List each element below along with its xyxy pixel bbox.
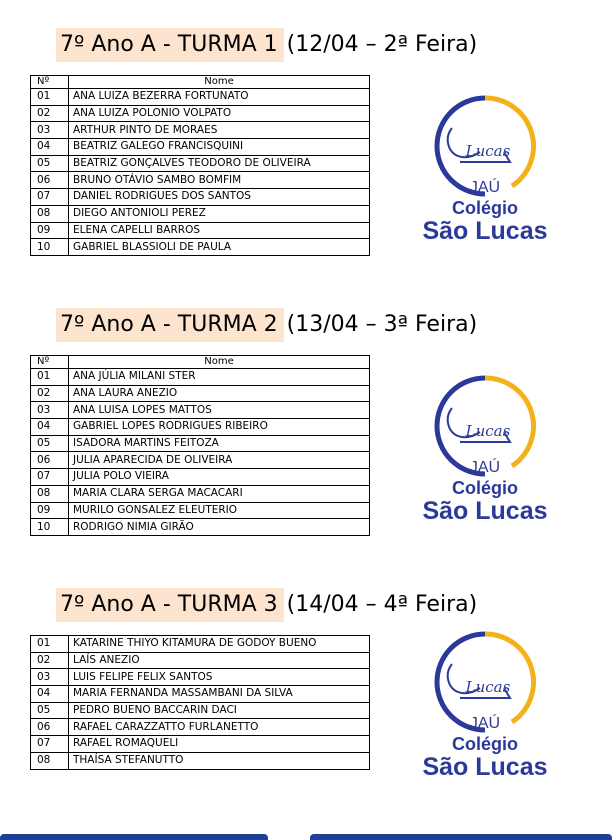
- student-name: ANA LAURA ANEZIO: [69, 385, 370, 402]
- student-number: 05: [31, 702, 69, 719]
- logo-script-text: Lucas: [465, 142, 511, 160]
- turma-1-heading: [56, 28, 477, 62]
- table-row: [31, 469, 370, 486]
- table-row: [31, 669, 370, 686]
- table-row: [31, 686, 370, 703]
- table-row: [31, 105, 370, 122]
- table-row: [31, 519, 370, 536]
- logo-line2: São Lucas: [422, 753, 548, 781]
- logo-city: JAÚ: [469, 179, 501, 196]
- logo-line2: São Lucas: [422, 217, 548, 245]
- turma-3-title: 7º Ano A - TURMA 3: [56, 588, 284, 622]
- column-header-number: Nº: [31, 356, 69, 369]
- turma-3-heading: [56, 588, 477, 622]
- logo-line2: São Lucas: [422, 497, 548, 525]
- student-number: 01: [31, 369, 69, 386]
- table-row: [31, 205, 370, 222]
- student-number: 08: [31, 485, 69, 502]
- student-number: 05: [31, 435, 69, 452]
- turma-2-date: (13/04 – 3ª Feira): [286, 312, 478, 337]
- logo-script-text: Lucas: [465, 422, 511, 440]
- logo-city: JAÚ: [469, 459, 501, 476]
- table-row: [31, 736, 370, 753]
- student-number: 07: [31, 469, 69, 486]
- table-row: [31, 139, 370, 156]
- table-row: [31, 239, 370, 256]
- student-name: ELENA CAPELLI BARROS: [69, 222, 370, 239]
- student-number: 07: [31, 736, 69, 753]
- turma-1-table: [30, 75, 370, 256]
- table-row: [31, 452, 370, 469]
- table-row: [31, 222, 370, 239]
- student-name: MARIA CLARA SERGA MACACARI: [69, 485, 370, 502]
- student-name: LAÍS ANEZIO: [69, 652, 370, 669]
- student-name: ANA JÚLIA MILANI STER: [69, 369, 370, 386]
- column-header-name: Nome: [69, 76, 370, 89]
- table-header-row: [31, 76, 370, 89]
- student-number: 04: [31, 139, 69, 156]
- table-row: [31, 402, 370, 419]
- table-row: [31, 435, 370, 452]
- student-number: 04: [31, 686, 69, 703]
- student-number: 09: [31, 502, 69, 519]
- student-number: 02: [31, 105, 69, 122]
- turma-2-table: [30, 355, 370, 536]
- school-logo: [400, 622, 570, 782]
- table-row: [31, 419, 370, 436]
- logo-line1: Colégio: [452, 478, 518, 498]
- table-row: [31, 485, 370, 502]
- table-row: [31, 122, 370, 139]
- student-name: ANA LUIZA POLONIO VOLPATO: [69, 105, 370, 122]
- student-name: BEATRIZ GALEGO FRANCISQUINI: [69, 139, 370, 156]
- student-number: 09: [31, 222, 69, 239]
- student-name: JULIA APARECIDA DE OLIVEIRA: [69, 452, 370, 469]
- table-row: [31, 652, 370, 669]
- student-number: 03: [31, 402, 69, 419]
- student-name: MARIA FERNANDA MASSAMBANI DA SILVA: [69, 686, 370, 703]
- student-name: RAFAEL ROMAQUELI: [69, 736, 370, 753]
- student-number: 06: [31, 452, 69, 469]
- table-row: [31, 172, 370, 189]
- student-name: ANA LUIZA BEZERRA FORTUNATO: [69, 89, 370, 106]
- student-name: GABRIEL BLASSIOLI DE PAULA: [69, 239, 370, 256]
- turma-1-title: 7º Ano A - TURMA 1: [56, 28, 284, 62]
- student-number: 10: [31, 239, 69, 256]
- student-name: ANA LUISA LOPES MATTOS: [69, 402, 370, 419]
- student-number: 01: [31, 636, 69, 653]
- student-number: 08: [31, 752, 69, 769]
- table-row: [31, 369, 370, 386]
- student-number: 10: [31, 519, 69, 536]
- student-name: DIEGO ANTONIOLI PEREZ: [69, 205, 370, 222]
- logo-line1: Colégio: [452, 198, 518, 218]
- student-number: 08: [31, 205, 69, 222]
- turma-3-date: (14/04 – 4ª Feira): [286, 592, 478, 617]
- student-number: 05: [31, 155, 69, 172]
- student-name: ISADORA MARTINS FEITOZA: [69, 435, 370, 452]
- table-row: [31, 155, 370, 172]
- school-logo: [400, 366, 570, 526]
- logo-city: JAÚ: [469, 715, 501, 732]
- logo-script-text: Lucas: [465, 678, 511, 696]
- student-name: LUIS FELIPE FELIX SANTOS: [69, 669, 370, 686]
- turma-2-heading: [56, 308, 477, 342]
- footer-bar-left: [0, 834, 268, 840]
- turma-3-table: [30, 635, 370, 770]
- student-name: ARTHUR PINTO DE MORAES: [69, 122, 370, 139]
- table-row: [31, 502, 370, 519]
- table-header-row: [31, 356, 370, 369]
- student-number: 06: [31, 719, 69, 736]
- student-number: 01: [31, 89, 69, 106]
- student-number: 06: [31, 172, 69, 189]
- table-row: [31, 752, 370, 769]
- school-logo: [400, 86, 570, 246]
- table-row: [31, 385, 370, 402]
- turma-1-date: (12/04 – 2ª Feira): [286, 32, 478, 57]
- student-name: BEATRIZ GONÇALVES TEODORO DE OLIVEIRA: [69, 155, 370, 172]
- turma-2-title: 7º Ano A - TURMA 2: [56, 308, 284, 342]
- student-name: MURILO GONSALEZ ELEUTERIO: [69, 502, 370, 519]
- student-name: DANIEL RODRIGUES DOS SANTOS: [69, 189, 370, 206]
- logo-line1: Colégio: [452, 734, 518, 754]
- student-name: BRUNO OTÁVIO SAMBO BOMFIM: [69, 172, 370, 189]
- student-number: 02: [31, 385, 69, 402]
- student-name: GABRIEL LOPES RODRIGUES RIBEIRO: [69, 419, 370, 436]
- footer-bar-right: [310, 834, 612, 840]
- table-row: [31, 189, 370, 206]
- student-number: 04: [31, 419, 69, 436]
- student-number: 07: [31, 189, 69, 206]
- student-name: RODRIGO NIMIA GIRÃO: [69, 519, 370, 536]
- student-number: 03: [31, 669, 69, 686]
- student-name: THAÍSA STEFANUTTO: [69, 752, 370, 769]
- column-header-number: Nº: [31, 76, 69, 89]
- student-number: 03: [31, 122, 69, 139]
- table-row: [31, 636, 370, 653]
- table-row: [31, 89, 370, 106]
- student-name: PEDRO BUENO BACCARIN DACI: [69, 702, 370, 719]
- student-name: RAFAEL CARAZZATTO FURLANETTO: [69, 719, 370, 736]
- student-name: JULIA POLO VIEIRA: [69, 469, 370, 486]
- student-name: KATARINE THIYO KITAMURA DE GODOY BUENO: [69, 636, 370, 653]
- table-row: [31, 702, 370, 719]
- table-row: [31, 719, 370, 736]
- column-header-name: Nome: [69, 356, 370, 369]
- student-number: 02: [31, 652, 69, 669]
